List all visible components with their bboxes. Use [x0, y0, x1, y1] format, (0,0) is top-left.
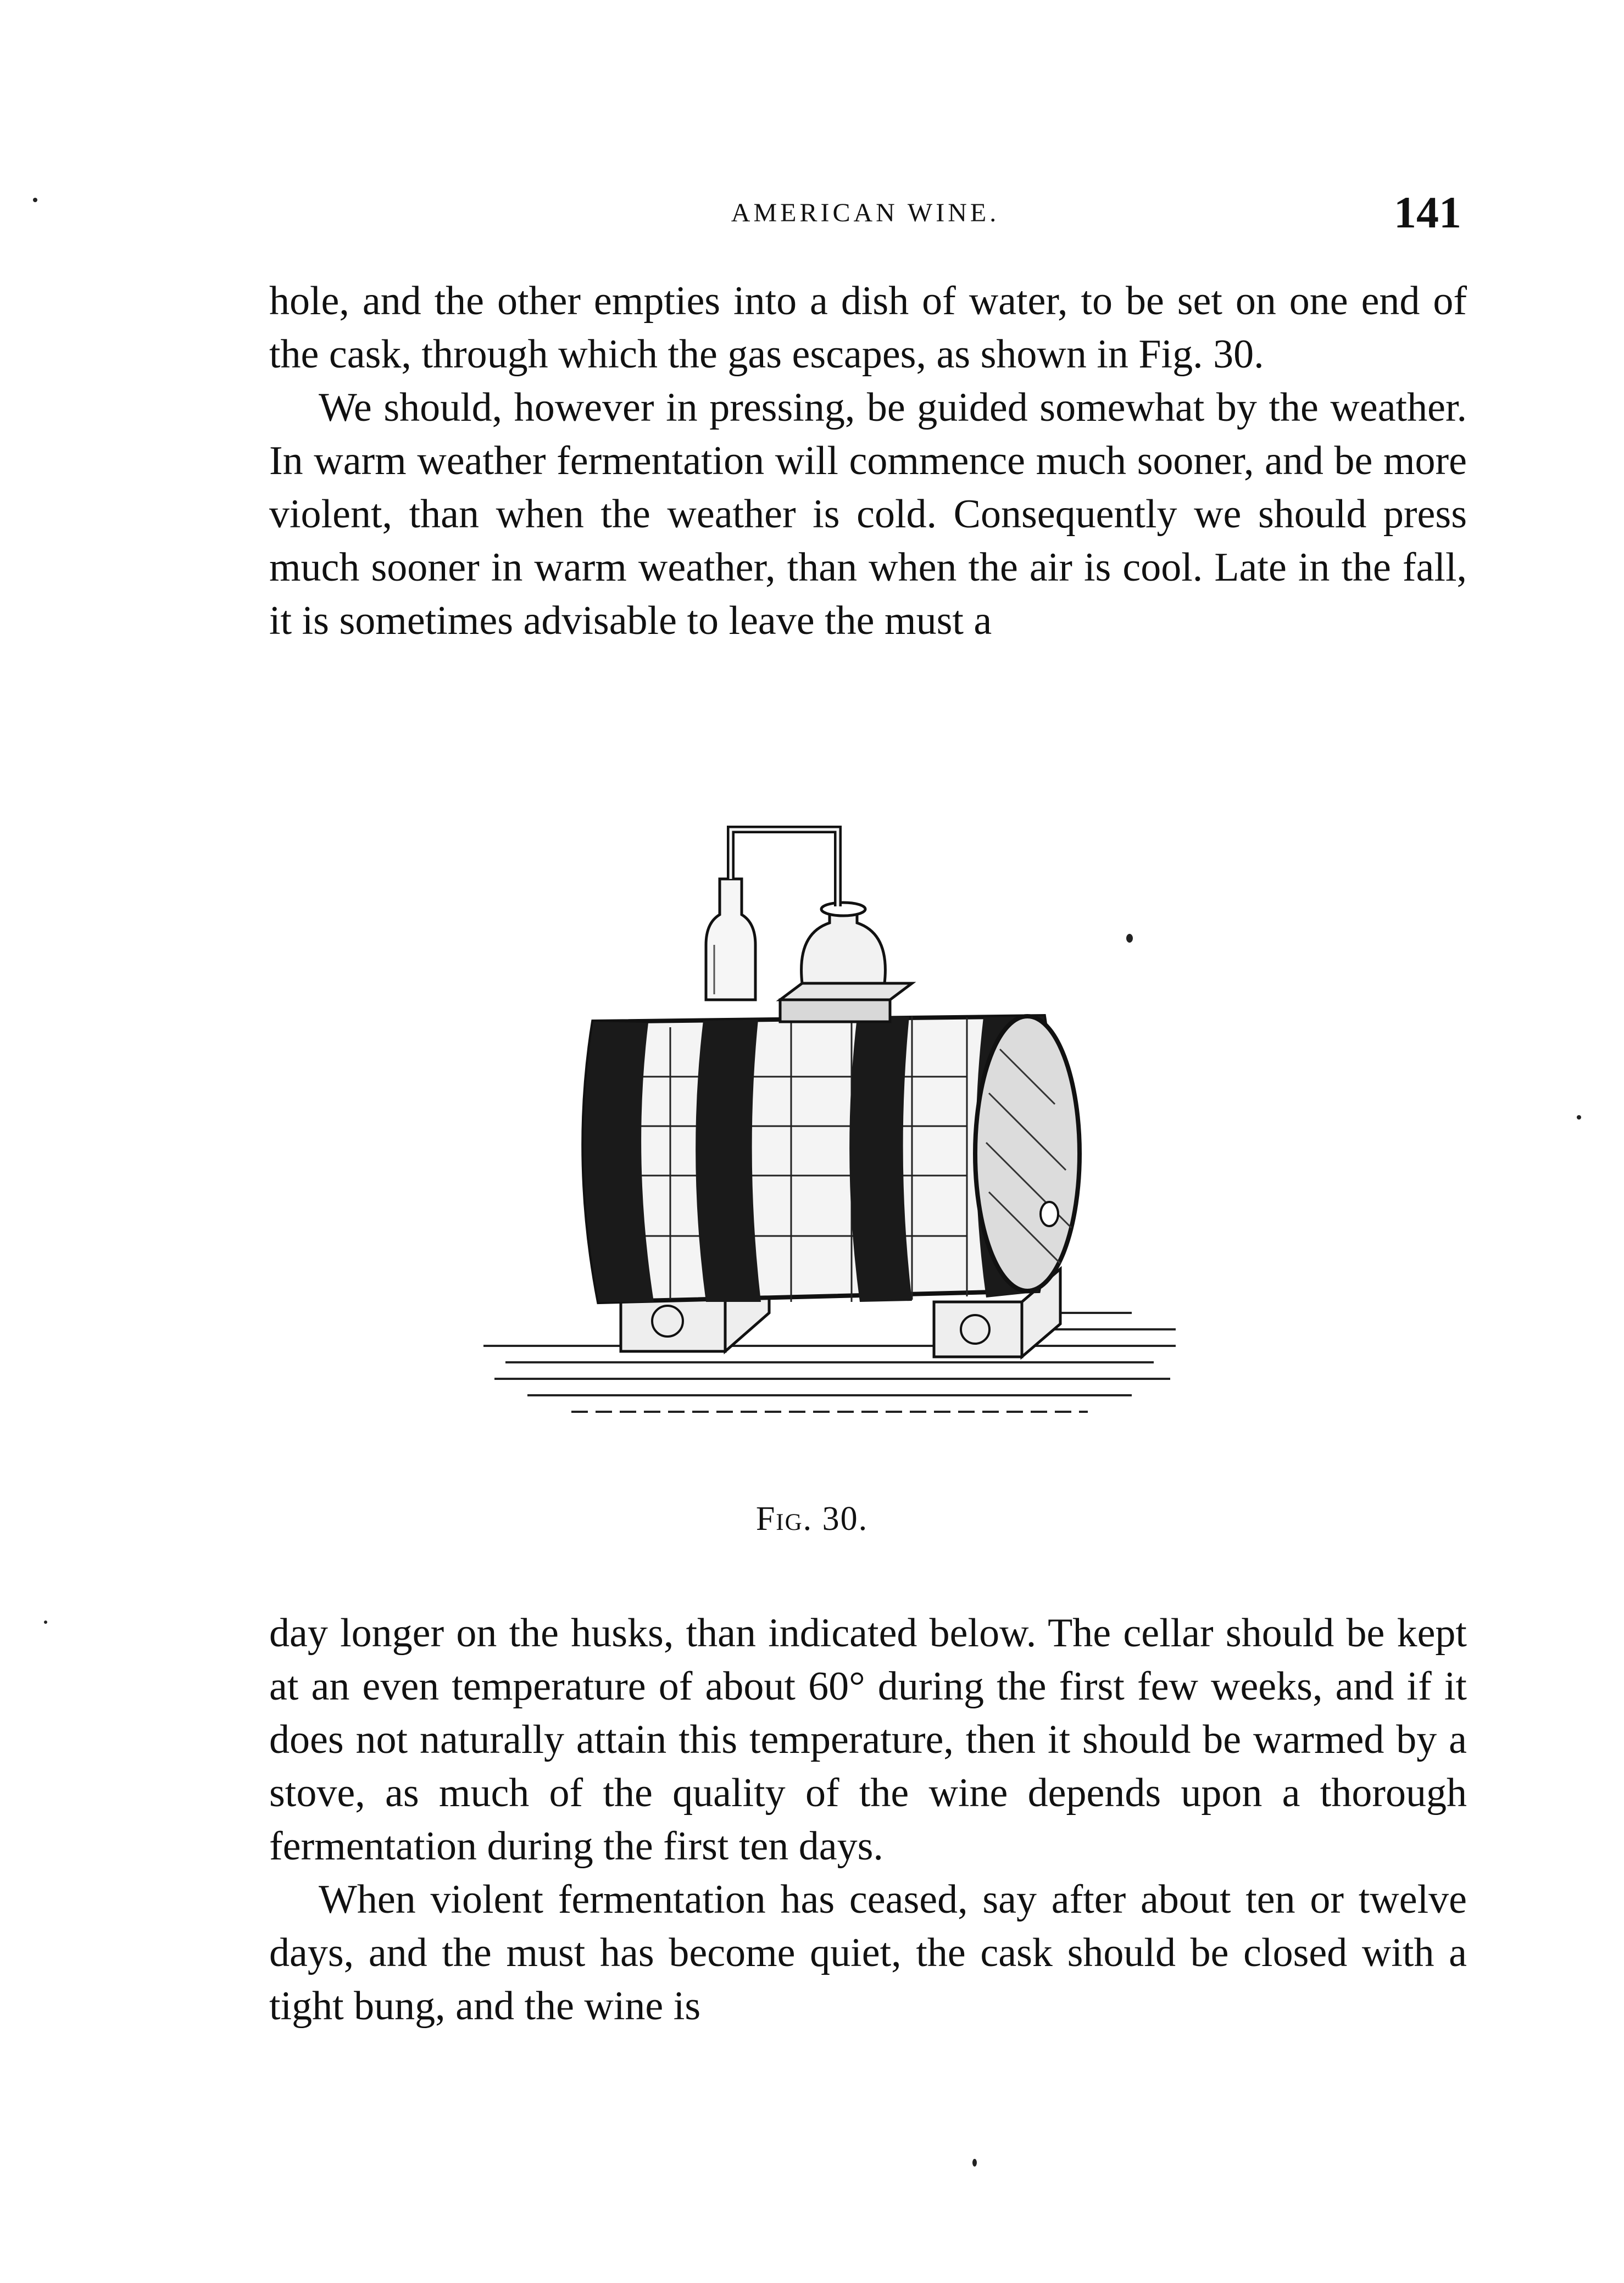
print-speck — [33, 198, 37, 202]
print-speck — [1577, 1115, 1581, 1120]
paragraph: When violent fermentation has ceased, say after about ten or twelve days, and the must has become quiet, the cask should be closed with a tight bung, and the wine is — [269, 1877, 1467, 2029]
text-block-bottom — [269, 1607, 1467, 2033]
page-number: 141 — [1394, 187, 1461, 237]
print-speck — [44, 1621, 47, 1624]
print-speck — [972, 2159, 977, 2167]
paragraph: We should, however in pressing, be guided somewhat by the weather. In warm weather fermentation will commence much sooner, and be more violent, than when the weather is cold. Consequently we should press much sooner in warm weather, than when the air is cool. Late in the fall, it is sometimes advisable to leave the must a — [269, 385, 1467, 643]
figure-caption: Fig. 30. — [755, 1500, 869, 1538]
running-title: AMERICAN WINE. — [731, 198, 1000, 227]
figure-barrel-illustration — [472, 818, 1187, 1450]
text-block-top — [269, 275, 1467, 648]
paragraph: day longer on the husks, than indicated below. The cellar should be kept at an even temperature of about 60° during the first few weeks, and if it does not naturally attain this temperature, then it should be warmed by a stove, as much of the quality of the wine depends upon a thorough fermentation during the first ten days. — [269, 1611, 1467, 1869]
print-speck — [1126, 934, 1133, 943]
paragraph: hole, and the other empties into a dish of water, to be set on one end of the cask, through which the gas escapes, as shown in Fig. 30. — [269, 279, 1467, 377]
barrel-illustration — [472, 818, 1187, 1450]
running-head — [269, 187, 1461, 247]
